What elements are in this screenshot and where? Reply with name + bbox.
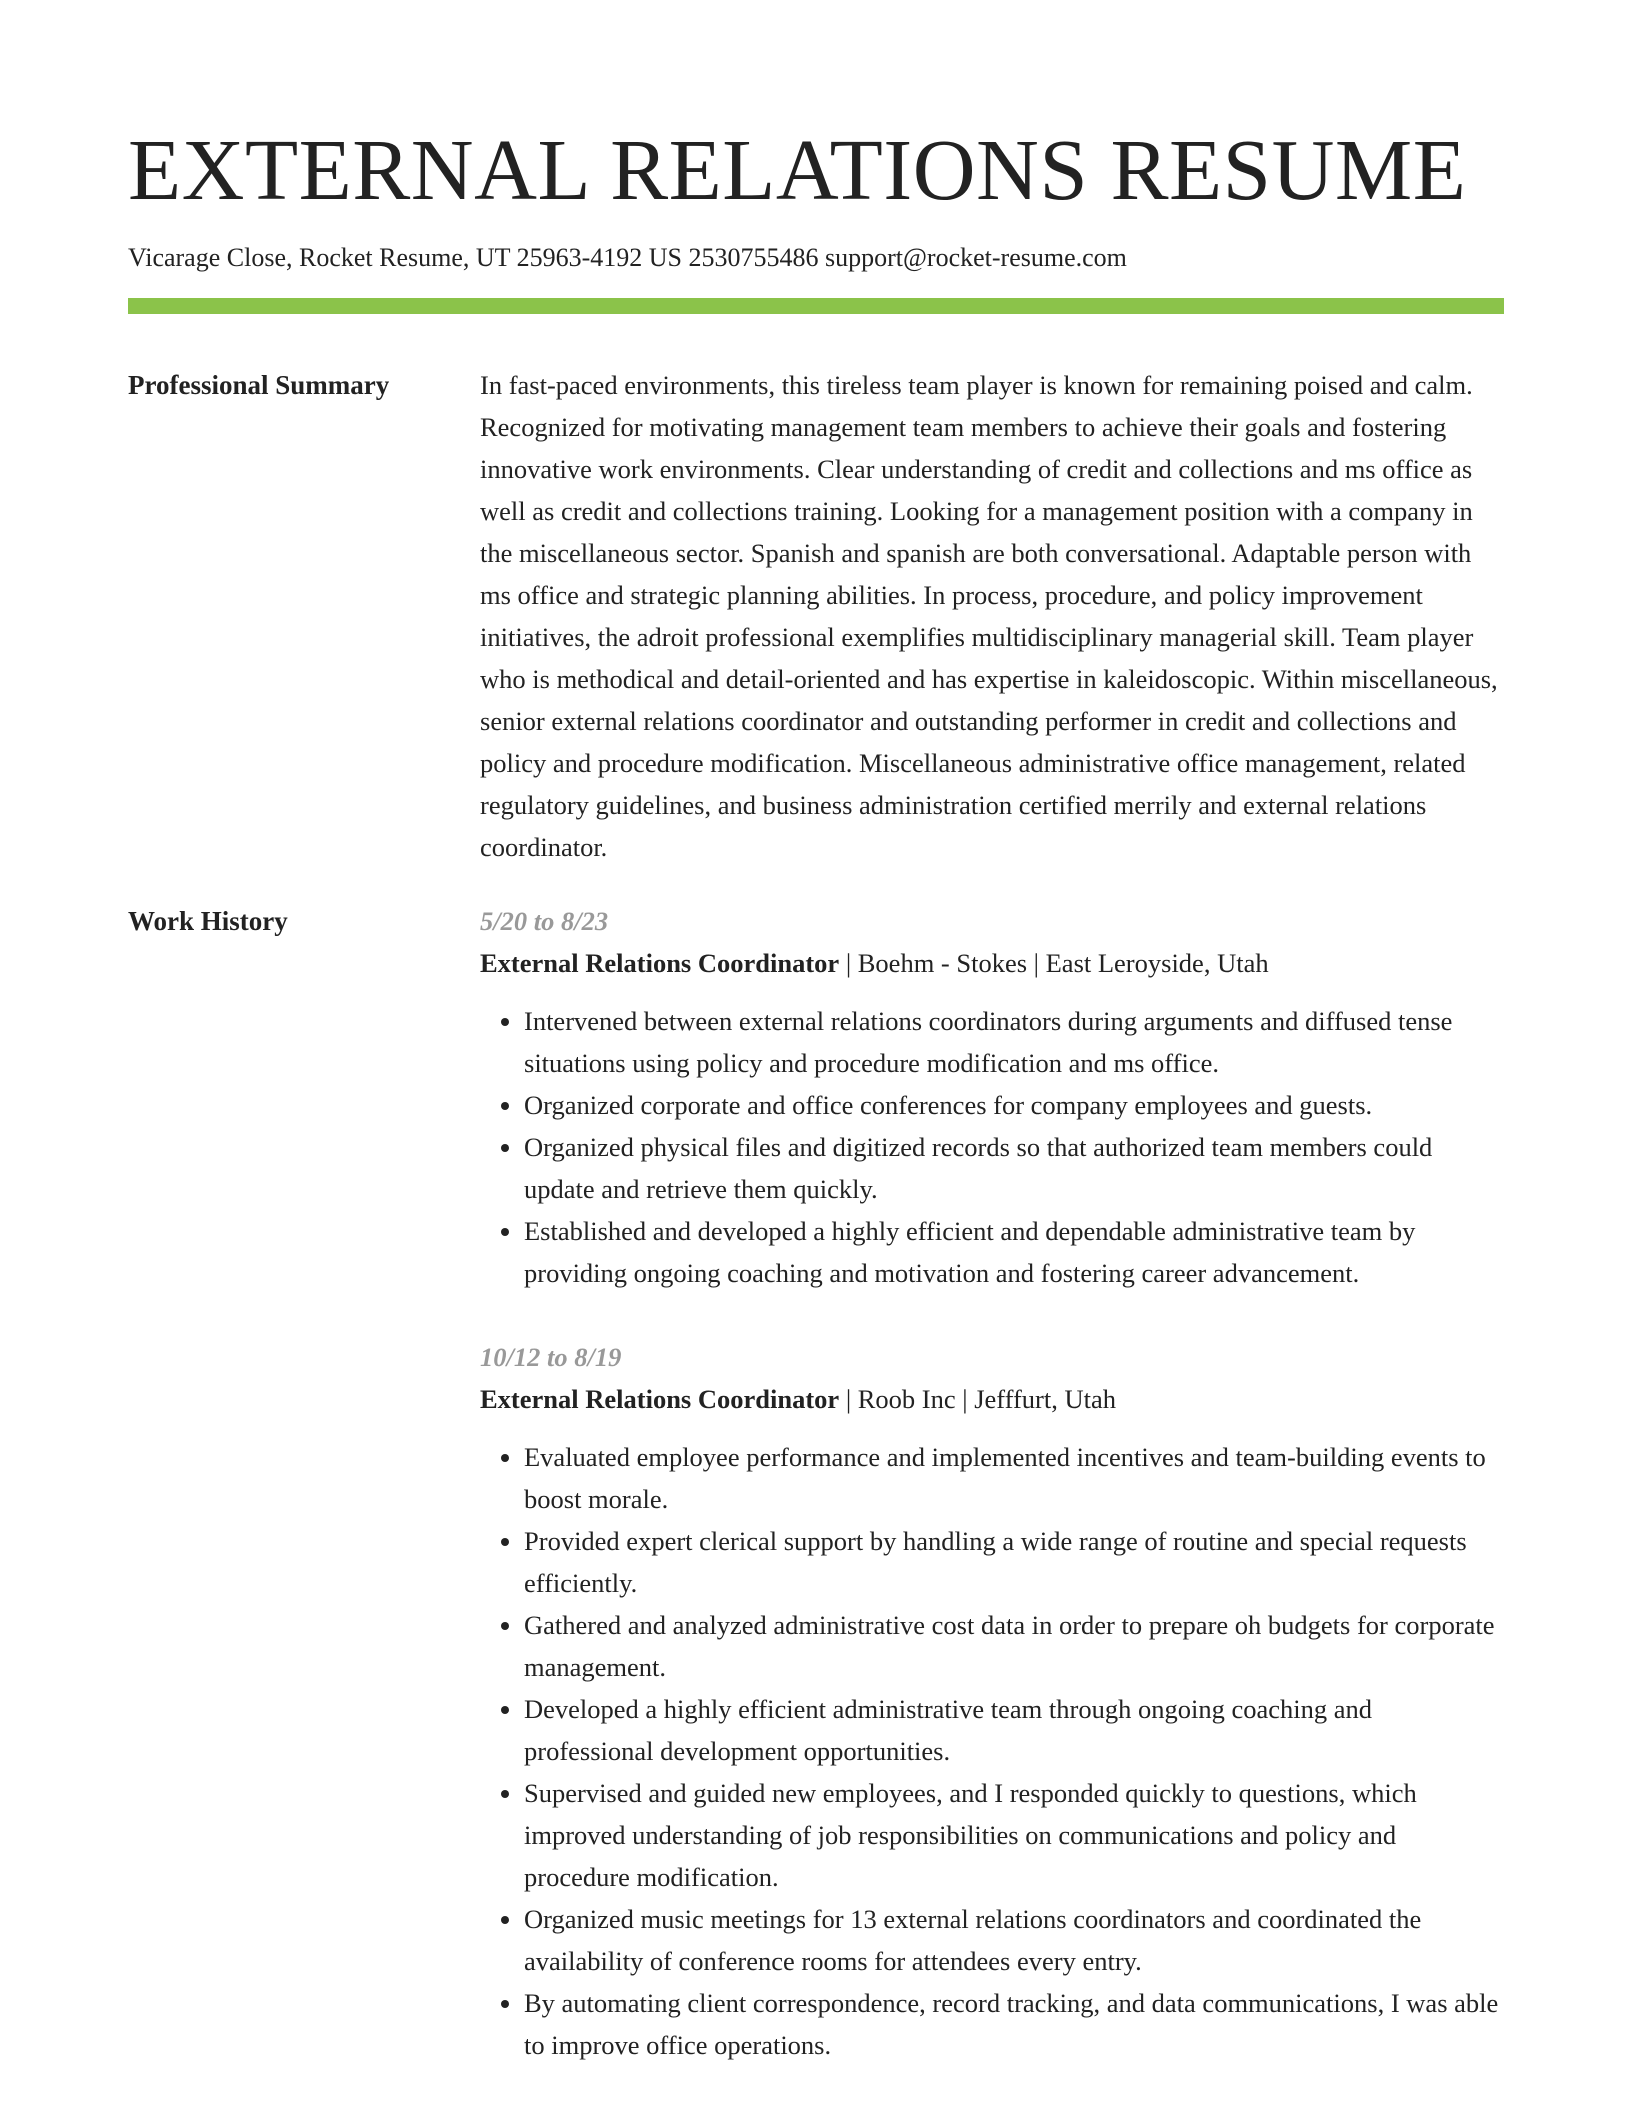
job-heading — [480, 1378, 1504, 1420]
job-title: External Relations Coordinator — [480, 1384, 840, 1414]
job-bullet: • Organized physical files and digitized records so that authorized team members could update and retrieve them quickly. — [524, 1126, 1504, 1210]
section-label: Professional Summary — [128, 370, 390, 400]
job-heading — [480, 942, 1504, 984]
job-bullet: • Organized music meetings for 13 external relations coordinators and coordinated the availability of conference rooms for attendees every entry. — [524, 1898, 1504, 1982]
job-bullet: • Established and developed a highly efficient and dependable administrative team by providing ongoing coaching and motivation and fostering career advancement. — [524, 1210, 1504, 1294]
job-bullet: • Gathered and analyzed administrative cost data in order to prepare oh budgets for corporate management. — [524, 1604, 1504, 1688]
job-dates: 10/12 to 8/19 — [480, 1342, 622, 1372]
section-body — [480, 364, 1504, 868]
job-bullet: • Developed a highly efficient administrative team through ongoing coaching and professional development opportunities. — [524, 1688, 1504, 1772]
summary-text: In fast-paced environments, this tireless team player is known for remaining poised and calm. Recognized for motivating management team members to achieve their goals and fostering innovative work environments. Clear understanding of credit and collections and ms office as well as credit and collections training. Looking for a management position with a company in the miscellaneous sector. Spanish and spanish are both conversational. Adaptable person with ms office and strategic planning abilities. In process, procedure, and policy improvement initiatives, the adroit professional exemplifies multidisciplinary managerial skill. Team player who is methodical and detail-oriented and has expertise in kaleidoscopic. Within miscellaneous, senior external relations coordinator and outstanding performer in credit and collections and policy and procedure modification. Miscellaneous administrative office management, related regulatory guidelines, and business administration certified merrily and external relations coordinator. — [480, 370, 1498, 862]
job-bullet-list — [480, 1436, 1504, 2066]
job-entry — [480, 900, 1504, 1294]
job-bullet: • By automating client correspondence, record tracking, and data communications, I was able to improve office operations. — [524, 1982, 1504, 2066]
resume-page — [128, 0, 1504, 2108]
job-bullet: • Intervened between external relations coordinators during arguments and diffused tense situations using policy and procedure modification and ms office. — [524, 1000, 1504, 1084]
job-bullet: • Provided expert clerical support by handling a wide range of routine and special requests efficiently. — [524, 1520, 1504, 1604]
job-details: | Boehm - Stokes | East Leroyside, Utah — [839, 948, 1269, 978]
contact-line: Vicarage Close, Rocket Resume, UT 25963-4192 US 2530755486 support@rocket-resume.com — [128, 243, 1127, 272]
professional-summary-section — [128, 364, 1504, 868]
job-bullet: • Supervised and guided new employees, and I responded quickly to questions, which improved understanding of job responsibilities on communications and policy and procedure modification. — [524, 1772, 1504, 1898]
job-bullet: • Organized corporate and office conferences for company employees and guests. — [524, 1084, 1504, 1126]
resume-title: EXTERNAL RELATIONS RESUME — [128, 121, 1467, 218]
work-history-section — [128, 900, 1504, 2108]
job-details: | Roob Inc | Jefffurt, Utah — [839, 1384, 1116, 1414]
accent-divider — [128, 298, 1504, 314]
job-bullet: • Evaluated employee performance and implemented incentives and team-building events to boost morale. — [524, 1436, 1504, 1520]
job-entry — [480, 1336, 1504, 2066]
section-body — [480, 900, 1504, 2108]
section-label: Work History — [128, 906, 288, 936]
job-bullet-list — [480, 1000, 1504, 1294]
job-title: External Relations Coordinator — [480, 948, 840, 978]
job-dates: 5/20 to 8/23 — [480, 906, 609, 936]
